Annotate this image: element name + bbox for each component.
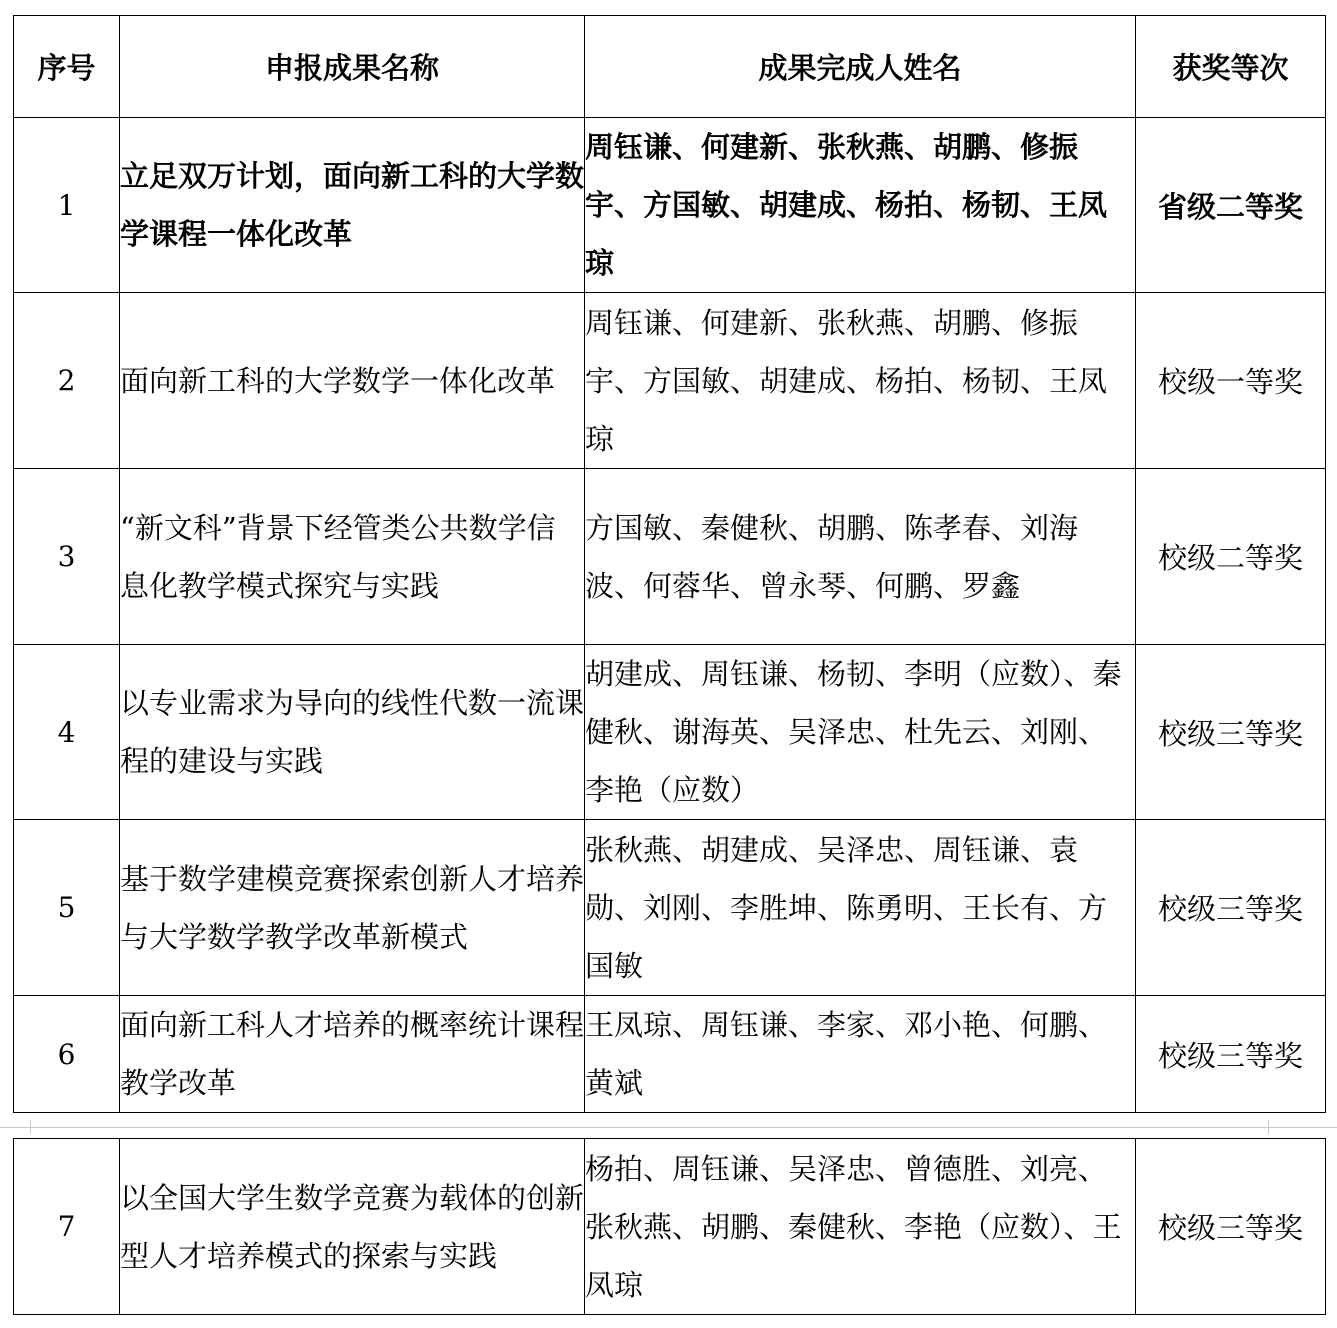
row-number: 6 (14, 996, 120, 1113)
table-row (14, 1139, 1326, 1315)
team-members: 周钰谦、何建新、张秋燕、胡鹏、修振宇、方国敏、胡建成、杨拍、杨韧、王凤琼 (585, 293, 1136, 469)
row-number: 4 (14, 645, 120, 820)
team-members: 王凤琼、周钰谦、李家、邓小艳、何鹏、黄斌 (585, 996, 1136, 1113)
row-number: 7 (14, 1139, 120, 1315)
header-serial-number: 序号 (14, 16, 120, 118)
project-title: “新文科”背景下经管类公共数学信息化教学模式探究与实践 (120, 469, 585, 645)
row-number: 5 (14, 820, 120, 996)
award-level: 校级三等奖 (1136, 645, 1326, 820)
page-corner-mark (1268, 1120, 1269, 1134)
table-row (14, 118, 1326, 293)
team-members: 周钰谦、何建新、张秋燕、胡鹏、修振宇、方国敏、胡建成、杨拍、杨韧、王凤琼 (585, 118, 1136, 293)
page-break-separator (0, 1116, 1337, 1138)
header-row (14, 16, 1326, 118)
row-number: 3 (14, 469, 120, 645)
awards-table (13, 15, 1326, 1113)
project-title: 以全国大学生数学竞赛为载体的创新型人才培养模式的探索与实践 (120, 1139, 585, 1315)
award-level: 省级二等奖 (1136, 118, 1326, 293)
project-title: 以专业需求为导向的线性代数一流课程的建设与实践 (120, 645, 585, 820)
team-members: 张秋燕、胡建成、吴泽忠、周钰谦、袁勋、刘刚、李胜坤、陈勇明、王长有、方国敏 (585, 820, 1136, 996)
award-level: 校级二等奖 (1136, 469, 1326, 645)
header-project-title: 申报成果名称 (120, 16, 585, 118)
table-row (14, 645, 1326, 820)
table-row (14, 996, 1326, 1113)
table-row (14, 469, 1326, 645)
team-members: 方国敏、秦健秋、胡鹏、陈孝春、刘海波、何蓉华、曾永琴、何鹏、罗鑫 (585, 469, 1136, 645)
team-members: 杨拍、周钰谦、吴泽忠、曾德胜、刘亮、张秋燕、胡鹏、秦健秋、李艳（应数）、王凤琼 (585, 1139, 1136, 1315)
awards-table-continued (13, 1138, 1326, 1315)
page-break-line (0, 1127, 1337, 1128)
page-corner-mark (30, 1120, 31, 1134)
table-row (14, 820, 1326, 996)
award-level: 校级三等奖 (1136, 820, 1326, 996)
team-members: 胡建成、周钰谦、杨韧、李明（应数）、秦健秋、谢海英、吴泽忠、杜先云、刘刚、李艳（应数） (585, 645, 1136, 820)
project-title: 立足双万计划，面向新工科的大学数学课程一体化改革 (120, 118, 585, 293)
header-team-members: 成果完成人姓名 (585, 16, 1136, 118)
table-row (14, 293, 1326, 469)
award-level: 校级一等奖 (1136, 293, 1326, 469)
project-title: 面向新工科的大学数学一体化改革 (120, 293, 585, 469)
project-title: 基于数学建模竞赛探索创新人才培养与大学数学教学改革新模式 (120, 820, 585, 996)
row-number: 2 (14, 293, 120, 469)
row-number: 1 (14, 118, 120, 293)
award-level: 校级三等奖 (1136, 996, 1326, 1113)
project-title: 面向新工科人才培养的概率统计课程教学改革 (120, 996, 585, 1113)
header-award-level: 获奖等次 (1136, 16, 1326, 118)
award-level: 校级三等奖 (1136, 1139, 1326, 1315)
